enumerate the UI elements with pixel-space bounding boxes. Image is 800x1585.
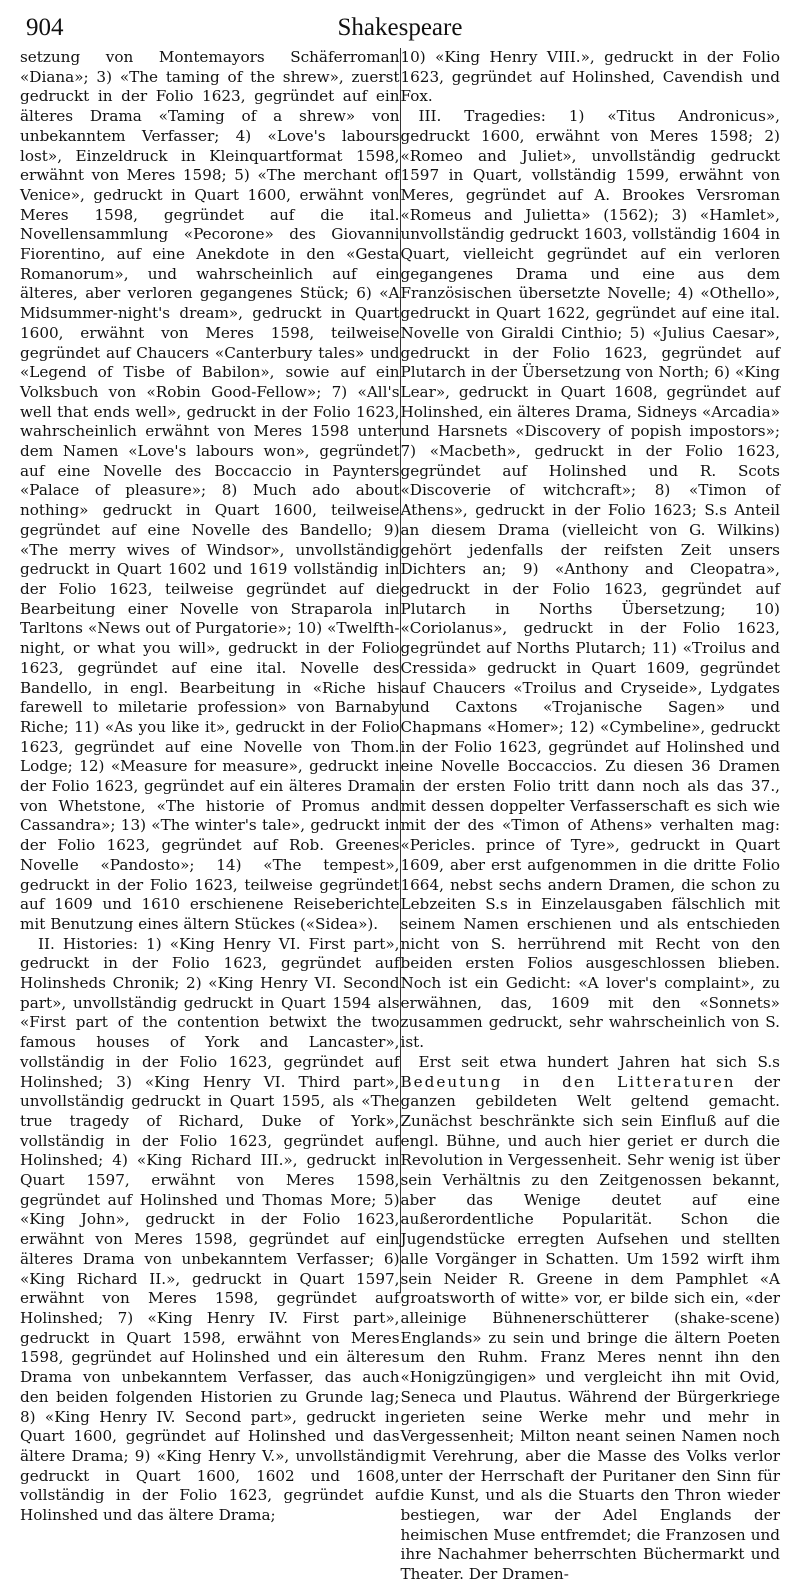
right-column <box>400 48 780 1584</box>
page-number: 904 <box>26 14 64 41</box>
paragraph-significance <box>400 1053 780 1585</box>
text-columns <box>20 48 780 1584</box>
paragraph-tragedies: III. Tragedies: 1) «Titus Andronicus», gedruckt 1600, erwähnt von Meres 1598; 2) «Romeo and Juliet», unvollständig gedruckt 1597 in Quart, vollständig 1599, erwähnt von Meres, gegründet auf A. Brookes Versroman «Romeus and Julietta» (1562); 3) «Hamlet», unvollständig gedruckt 1603, vollständig 1604 in Quart, vielleicht gegründet auf ein verloren gegangenes Drama und eine aus dem Französischen übersetzte Novelle; 4) «Othello», gedruckt in Quart 1622, gegründet auf eine ital. Novelle von Giraldi Cinthio; 5) «Julius Caesar», gedruckt in der Folio 1623, gegründet auf Plutarch in der Übersetzung von North; 6) «King Lear», gedruckt in Quart 1608, gegründet auf Holinshed, ein älteres Drama, Sidneys «Arcadia» und Harsnets «Discovery of popish impostors»; 7) «Macbeth», gedruckt in der Folio 1623, gegründet auf Holinshed und R. Scots «Discoverie of witchcraft»; 8) «Timon of Athens», gedruckt in der Folio 1623; S.s Anteil an diesem Drama (vielleicht von G. Wilkins) gehört jedenfalls der reifsten Zeit unsers Dichters an; 9) «Anthony and Cleopatra», gedruckt in der Folio 1623, gegründet auf Plutarch in Norths Übersetzung; 10) «Coriolanus», gedruckt in der Folio 1623, gegründet auf Norths Plutarch; 11) «Troilus and Cressida» gedruckt in Quart 1609, gegründet auf Chaucers «Troilus and Cryseide», Lydgates und Caxtons «Trojanische Sagen» und Chapmans «Homer»; 12) «Cymbeline», gedruckt in der Folio 1623, gegründet auf Holinshed und eine Novelle Boccaccios. Zu diesen 36 Dramen in der ersten Folio tritt dann noch als das 37., mit dessen doppelter Verfasserschaft es sich wie mit der des «Timon of Athens» verhalten mag: «Pericles. prince of Tyre», gedruckt in Quart 1609, aber erst aufgenommen in die dritte Folio 1664, nebst sechs andern Dramen, die schon zu Lebzeiten S.s in Einzelausgaben fälschlich mit seinem Namen erschienen und als entschieden nicht von S. herrührend mit Recht von den beiden ersten Folios ausgeschlossen blieben. Noch ist ein Gedicht: «A lover's complaint», zu erwähnen, das, 1609 mit den «Sonnets» zusammen gedruckt, sehr wahrscheinlich von S. ist. <box>400 107 780 1052</box>
running-head: Shakespeare <box>337 14 463 41</box>
significance-lead: Erst seit etwa hundert Jahren hat sich S.s <box>418 1052 780 1071</box>
significance-emphasis: Bedeutung in den Litteraturen <box>400 1072 736 1091</box>
paragraph-histories: II. Histories: 1) «King Henry VI. First part», gedruckt in der Folio 1623, gegründet auf Holinsheds Chronik; 2) «King Henry VI. Second part», unvollständig gedruckt in Quart 1594 als «First part of the contention betwixt the two famous houses of York and Lancaster», vollständig in der Folio 1623, gegründet auf Holinshed; 3) «King Henry VI. Third part», unvollständig gedruckt in Quart 1595, als «The true tragedy of Richard, Duke of York», vollständig in der Folio 1623, gegründet auf Holinshed; 4) «King Richard III.», gedruckt in Quart 1597, erwähnt von Meres 1598, gegründet auf Holinshed und Thomas More; 5) «King John», gedruckt in der Folio 1623, erwähnt von Meres 1598, gegründet auf ein älteres Drama von unbekanntem Verfasser; 6) «King Richard II.», gedruckt in Quart 1597, erwähnt von Meres 1598, gegründet auf Holinshed; 7) «King Henry IV. First part», gedruckt in Quart 1598, erwähnt von Meres 1598, gegründet auf Holinshed und ein älteres Drama von unbekanntem Verfasser, das auch den beiden folgenden Historien zu Grunde lag; 8) «King Henry IV. Second part», gedruckt in Quart 1600, gegründet auf Holinshed und das ältere Drama; 9) «King Henry V.», unvollständig gedruckt in Quart 1600, 1602 und 1608, vollständig in der Folio 1623, gegründet auf Holinshed und das ältere Drama; <box>20 934 400 1525</box>
left-column <box>20 48 400 1525</box>
paragraph-comedies-continued: setzung von Montemayors Schäferroman «Diana»; 3) «The taming of the shrew», zuerst gedruckt in der Folio 1623, gegründet auf ein älteres Drama «Taming of a shrew» von unbekanntem Verfasser; 4) «Love's labours lost», Einzeldruck in Kleinquartformat 1598, erwähnt von Meres 1598; 5) «The merchant of Venice», gedruckt in Quart 1600, erwähnt von Meres 1598, gegründet auf die ital. Novellensammlung «Pecorone» des Giovanni Fiorentino, auf eine Anekdote in den «Gesta Romanorum», und wahrscheinlich auf ein älteres, aber verloren gegangenes Stück; 6) «A Midsummer-night's dream», gedruckt in Quart 1600, erwähnt von Meres 1598, teilweise gegründet auf Chaucers «Canterbury tales» und «Legend of Tisbe of Babilon», sowie auf ein Volksbuch von «Robin Good-Fellow»; 7) «All's well that ends well», gedruckt in der Folio 1623, wahrscheinlich erwähnt von Meres 1598 unter dem Namen «Love's labours won», gegründet auf eine Novelle des Boccaccio in Paynters «Palace of pleasure»; 8) Much ado about nothing» gedruckt in Quart 1600, teilweise gegründet auf eine Novelle des Bandello; 9) «The merry wives of Windsor», unvollständig gedruckt in Quart 1602 und 1619 vollständig in der Folio 1623, teilweise gegründet auf die Bearbeitung einer Novelle von Straparola in Tarltons «News out of Purgatorie»; 10) «Twelfth-night, or what you will», gedruckt in der Folio 1623, gegründet auf eine ital. Novelle des Bandello, in engl. Bearbeitung in «Riche his farewell to miletarie profession» von Barnaby Riche; 11) «As you like it», gedruckt in der Folio 1623, gegründet auf eine Novelle von Thom. Lodge; 12) «Measure for measure», gedruckt in der Folio 1623, gegründet auf ein älteres Drama von Whetstone, «The historie of Promus and Cassandra»; 13) «The winter's tale», gedruckt in der Folio 1623, gegründet auf Rob. Greenes Novelle «Pandosto»; 14) «The tempest», gedruckt in der Folio 1623, teilweise gegründet auf 1609 und 1610 erschienene Reiseberichte mit Benutzung eines ältern Stückes («Sidea»). <box>20 48 400 933</box>
paragraph-histories-end: 10) «King Henry VIII.», gedruckt in der Folio 1623, gegründet auf Holinshed, Cavendish und Fox. <box>400 48 780 106</box>
page-header <box>20 6 780 48</box>
significance-text: der ganzen gebildeten Welt geltend gemacht. Zunächst beschränkte sich sein Einfluß auf die engl. Bühne, und auch hier geriet er durch die Revolution in Vergessenheit. Sehr wenig ist über sein Verhältnis zu den Zeitgenossen bekannt, aber das Wenige deutet auf eine außerordentliche Popularität. Schon die Jugendstücke erregten Aufsehen und stellten alle Vorgänger in Schatten. Um 1592 wirft ihm sein Neider R. Greene in dem Pamphlet «A groatsworth of witte» vor, er bilde sich ein, «der alleinige Bühnenerschütterer (shake-scene) Englands» zu sein und bringe die ältern Poeten um den Ruhm. Franz Meres nennt ihn den «Honigzüngigen» und vergleicht ihn mit Ovid, Seneca und Plautus. Während der Bürgerkriege gerieten seine Werke mehr und mehr in Vergessenheit; Milton neant seinen Namen noch mit Verehrung, aber die Masse des Volks verlor unter der Herrschaft der Puritaner den Sinn für die Kunst, und als die Stuarts den Thron wieder bestiegen, war der Adel Englands der heimischen Muse entfremdet; die Franzosen und ihre Nachahmer beherrschten Büchermarkt und Theater. Der Dramen- <box>400 1072 780 1584</box>
